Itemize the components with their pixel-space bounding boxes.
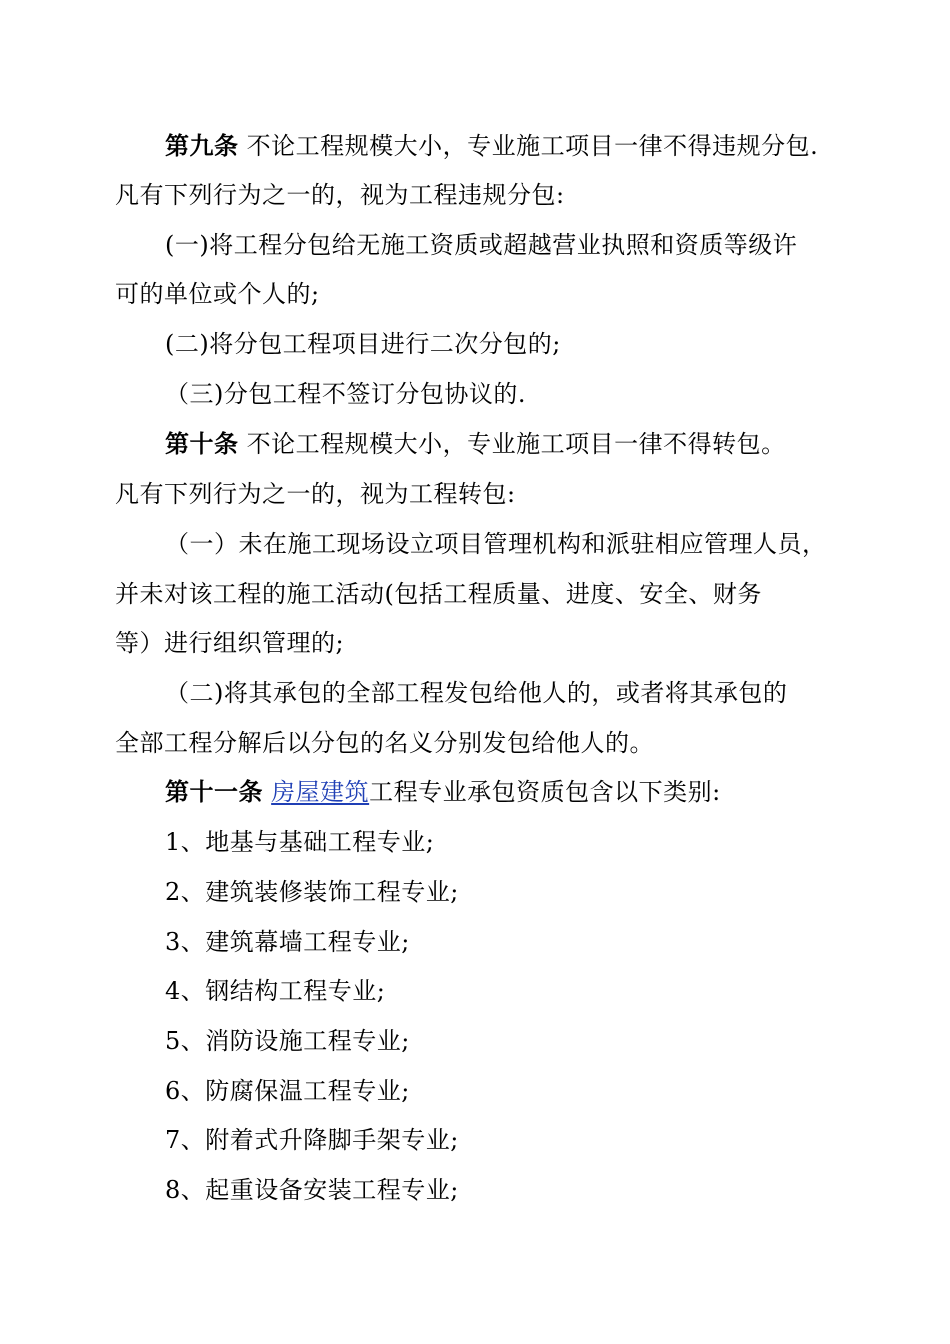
article-10-item-1-cont-2: 等）进行组织管理的; bbox=[115, 629, 345, 657]
housing-construction-link[interactable]: 房屋建筑 bbox=[271, 778, 370, 806]
article-10-item-1-cont: 并未对该工程的施工活动(包括工程质量、进度、安全、财务 bbox=[115, 580, 762, 608]
article-10-line-1 bbox=[165, 428, 786, 460]
article-9-item-3: （三)分包工程不签订分包协议的. bbox=[165, 380, 526, 408]
article-9-line-1 bbox=[165, 130, 818, 162]
article-9-heading: 第九条 bbox=[165, 132, 239, 160]
article-10-text: 不论工程规模大小，专业施工项目一律不得转包。 bbox=[238, 430, 786, 458]
article-10-line-2: 凡有下列行为之一的，视为工程转包: bbox=[115, 480, 516, 508]
list-item: 1、地基与基础工程专业; bbox=[165, 828, 435, 856]
article-9-item-1: (一)将工程分包给无施工资质或超越营业执照和资质等级许 bbox=[165, 231, 798, 259]
list-item: 6、防腐保温工程专业; bbox=[165, 1077, 410, 1105]
article-10-item-1: （一）未在施工现场设立项目管理机构和派驻相应管理人员， bbox=[165, 530, 827, 558]
article-10-item-2: （二)将其承包的全部工程发包给他人的，或者将其承包的 bbox=[165, 679, 788, 707]
article-9-item-2: (二)将分包工程项目进行二次分包的; bbox=[165, 330, 561, 358]
list-item: 5、消防设施工程专业; bbox=[165, 1027, 410, 1055]
article-10-item-2-cont: 全部工程分解后以分包的名义分别发包给他人的。 bbox=[115, 729, 654, 757]
article-9-line-2: 凡有下列行为之一的，视为工程违规分包: bbox=[115, 181, 565, 209]
article-9-item-1-cont: 可的单位或个人的; bbox=[115, 280, 320, 308]
list-item: 7、附着式升降脚手架专业; bbox=[165, 1126, 459, 1154]
list-item: 8、起重设备安装工程专业; bbox=[165, 1176, 459, 1204]
article-11-heading: 第十一条 bbox=[165, 778, 263, 806]
article-11-text: 工程专业承包资质包含以下类别: bbox=[369, 778, 721, 806]
article-11-line-1 bbox=[165, 776, 721, 808]
article-9-text: 不论工程规模大小，专业施工项目一律不得违规分包. bbox=[238, 132, 819, 160]
article-10-heading: 第十条 bbox=[165, 430, 239, 458]
list-item: 3、建筑幕墙工程专业; bbox=[165, 928, 410, 956]
list-item: 4、钢结构工程专业; bbox=[165, 977, 386, 1005]
list-item: 2、建筑装修装饰工程专业; bbox=[165, 878, 459, 906]
